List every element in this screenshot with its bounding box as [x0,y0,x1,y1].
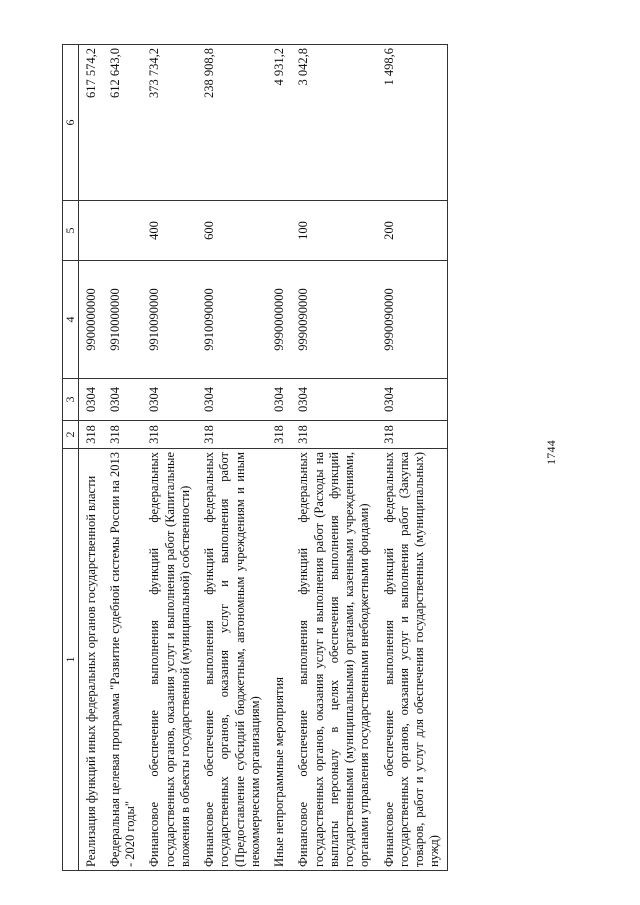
table-row [142,45,197,871]
table-row [377,45,448,871]
cell-section: 0304 [291,379,376,421]
cell-name: Финансовое обеспечение выполнения функций федеральных государственных органов, оказания услуг и выполнения работ (Предоставление субсидий бюджетным, автономным учреждениям и иным некоммерческим организациям) [197,449,267,871]
column-header-expense-type: 5 [63,201,79,261]
table-row [78,45,103,871]
cell-admin: 318 [291,421,376,449]
column-header-target: 4 [63,261,79,379]
cell-amount: 373 734,2 [142,45,197,201]
cell-expense-type [78,201,103,261]
cell-name: Реализация функций иных федеральных органов государственной власти [78,449,103,871]
cell-expense-type: 200 [377,201,448,261]
cell-expense-type: 100 [291,201,376,261]
table-row [267,45,291,871]
cell-admin: 318 [377,421,448,449]
cell-amount: 1 498,6 [377,45,448,201]
table-row [291,45,376,871]
cell-admin: 318 [267,421,291,449]
cell-admin: 318 [142,421,197,449]
cell-target: 9990000000 [267,261,291,379]
cell-name: Финансовое обеспечение выполнения функций федеральных государственных органов, оказания услуг и выполнения работ (Расходы на выплаты персоналу в целях обеспечения выполнения функций государственными (муниципальными) органами, казенными учреждениями, органами управления государственными внебюджетными фондами) [291,449,376,871]
cell-section: 0304 [103,379,143,421]
cell-expense-type: 400 [142,201,197,261]
cell-name: Финансовое обеспечение выполнения функций федеральных государственных органов, оказания услуг и выполнения работ (Закупка товаров, работ и услуг для обеспечения государственных (муниципальных) нужд) [377,449,448,871]
cell-admin: 318 [197,421,267,449]
cell-expense-type: 600 [197,201,267,261]
cell-amount: 612 643,0 [103,45,143,201]
table-row [197,45,267,871]
cell-target: 9910090000 [142,261,197,379]
cell-expense-type [103,201,143,261]
table-row [103,45,143,871]
cell-target: 9990090000 [377,261,448,379]
page-number: 1744 [544,440,558,465]
cell-section: 0304 [377,379,448,421]
cell-section: 0304 [142,379,197,421]
column-header-section: 3 [63,379,79,421]
cell-target: 9910090000 [197,261,267,379]
cell-expense-type [267,201,291,261]
cell-name: Федеральная целевая программа "Развитие судебной системы России на 2013 - 2020 годы" [103,449,143,871]
cell-section: 0304 [267,379,291,421]
cell-section: 0304 [197,379,267,421]
cell-amount: 4 931,2 [267,45,291,201]
column-header-amount: 6 [63,45,79,201]
cell-amount: 238 908,8 [197,45,267,201]
cell-name: Иные непрограммные мероприятия [267,449,291,871]
column-header-admin: 2 [63,421,79,449]
table-header-row [63,45,79,871]
cell-target: 9900000000 [78,261,103,379]
cell-target: 9990090000 [291,261,376,379]
cell-admin: 318 [103,421,143,449]
column-header-name: 1 [63,449,79,871]
cell-section: 0304 [78,379,103,421]
cell-admin: 318 [78,421,103,449]
cell-amount: 3 042,8 [291,45,376,201]
budget-table [62,44,448,871]
cell-target: 9910000000 [103,261,143,379]
cell-amount: 617 574,2 [78,45,103,201]
cell-name: Финансовое обеспечение выполнения функций федеральных государственных органов, оказания услуг и выполнения работ (Капитальные вложения в объекты государственной (муниципальной) собственности) [142,449,197,871]
